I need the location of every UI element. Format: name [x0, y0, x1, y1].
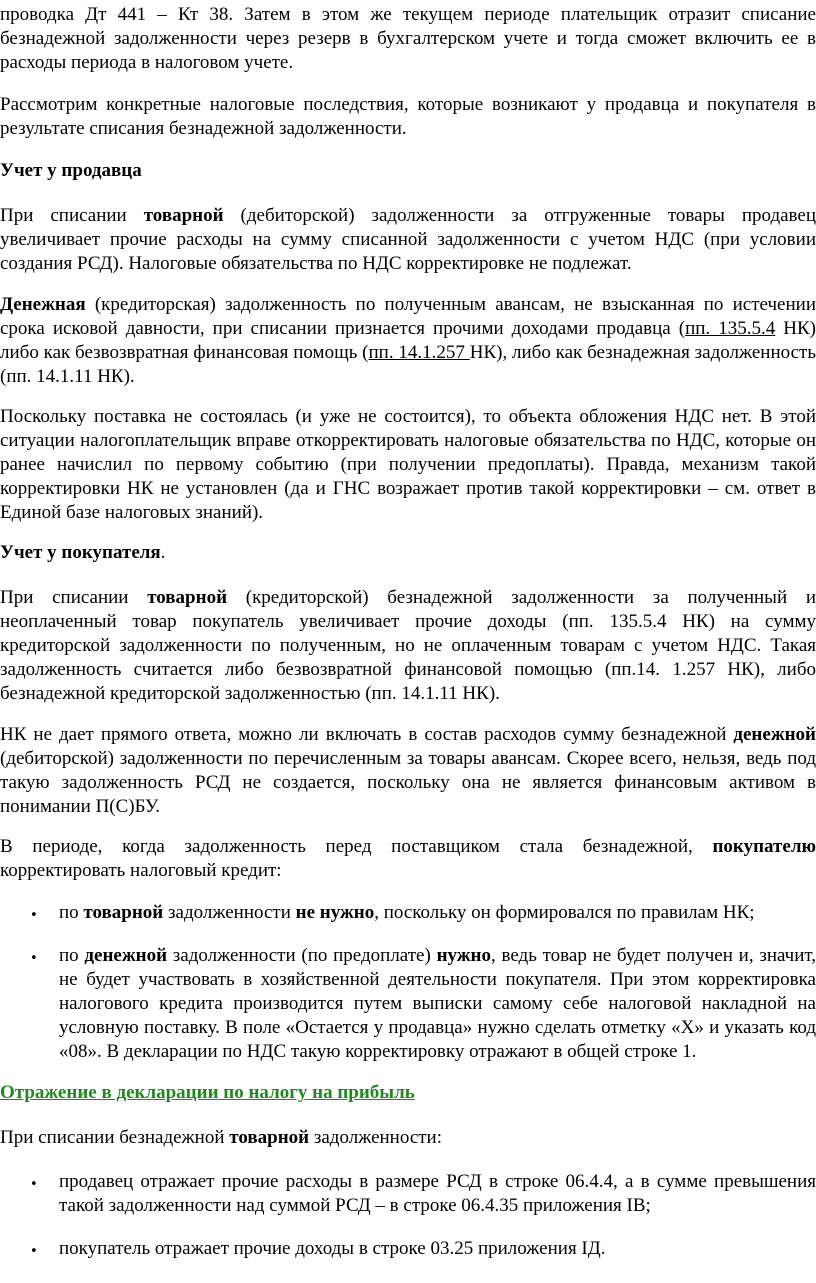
- bullet-icon: •: [30, 908, 38, 923]
- paragraph-intro: Рассмотрим конкретные налоговые последствия, которые возникают у продавца и покупателя в результате списания безнадежной задолженности.: [0, 94, 816, 139]
- bullet-icon: •: [30, 951, 38, 966]
- paragraph-posting: проводка Дт 441 – Кт 38. Затем в этом же текущем периоде плательщик отразит списание безнадежной задолженности через резерв в бухгалтерском учете и тогда сможет включить ее в расходы периода в налоговом учете.: [0, 4, 816, 73]
- heading-seller: Учет у продавца: [0, 160, 142, 181]
- link-pp-14-1-257[interactable]: пп. 14.1.257: [368, 342, 470, 363]
- bullet-icon: •: [30, 1244, 38, 1259]
- link-pp-135-5-4[interactable]: пп. 135.5.4: [685, 318, 776, 339]
- paragraph-buyer-money: НК не дает прямого ответа, можно ли включать в состав расходов сумму безнадежной денежной (дебиторской) задолженности по перечисленным за товары авансам. Скорее всего, нельзя, ведь под такую задолженность РСД не создается, поскольку она не является финансовым активом в понимании П(С)БУ.: [0, 724, 816, 817]
- list-item: по денежной задолженности (по предоплате) нужно, ведь товар не будет получен и, значит, не будет участвовать в хозяйственной деятельности покупателя. При этом корректировка налогового кредита производится путем выписки самому себе налоговой накладной на условную поставку. В поле «Остается у продавца» нужно сделать отметку «Х» и указать код «08». В декларации по НДС такую корректировку отражают в общей строке 1.: [59, 945, 816, 1062]
- heading-buyer: Учет у покупателя.: [0, 542, 166, 563]
- list-item: по товарной задолженности не нужно, поскольку он формировался по правилам НК;: [59, 902, 755, 923]
- paragraph-buyer-goods: При списании товарной (кредиторской) безнадежной задолженности за полученный и неоплаченный товар покупатель увеличивает прочие доходы (пп. 135.5.4 НК) на сумму кредиторской задолженности по полученным, но не оплаченным товарам с учетом НДС. Такая задолженность считается либо безвозвратной финансовой помощью (пп.14. 1.257 НК), либо безнадежной кредиторской задолженностью (пп. 14.1.11 НК).: [0, 587, 816, 704]
- heading-declaration: Отражение в декларации по налогу на прибыль: [0, 1082, 415, 1103]
- bullet-icon: •: [30, 1177, 38, 1192]
- paragraph-tax-credit: В периоде, когда задолженность перед поставщиком стала безнадежной, покупателю корректировать налоговый кредит:: [0, 836, 816, 881]
- list-item: продавец отражает прочие расходы в размере РСД в строке 06.4.4, а в сумме превышения такой задолженности над суммой РСД – в строке 06.4.35 приложения ІВ;: [59, 1171, 816, 1216]
- paragraph-seller-money: Денежная (кредиторская) задолженность по полученным авансам, не взысканная по истечении срока исковой давности, при списании признается прочими доходами продавца (пп. 135.5.4 НК) либо как безвозвратная финансовая помощь (пп. 14.1.257 НК), либо как безнадежная задолженность (пп. 14.1.11 НК).: [0, 294, 816, 387]
- paragraph-seller-goods: При списании товарной (дебиторской) задолженности за отгруженные товары продавец увеличивает прочие расходы на сумму списанной задолженности с учетом НДС (при условии создания РСД). Налоговые обязательства по НДС корректировке не подлежат.: [0, 205, 816, 274]
- paragraph-declaration: При списании безнадежной товарной задолженности:: [0, 1127, 442, 1148]
- list-item: покупатель отражает прочие доходы в строке 03.25 приложения ІД.: [59, 1238, 606, 1259]
- paragraph-vat-adjustment: Поскольку поставка не состоялась (и уже не состоится), то объекта обложения НДС нет. В этой ситуации налогоплательщик вправе откорректировать налоговые обязательства по НДС, которые он ранее начислил по первому событию (при получении предоплаты). Правда, механизм такой корректировки НК не установлен (да и ГНС возражает против такой корректировки – см. ответ в Единой базе налоговых знаний).: [0, 406, 816, 523]
